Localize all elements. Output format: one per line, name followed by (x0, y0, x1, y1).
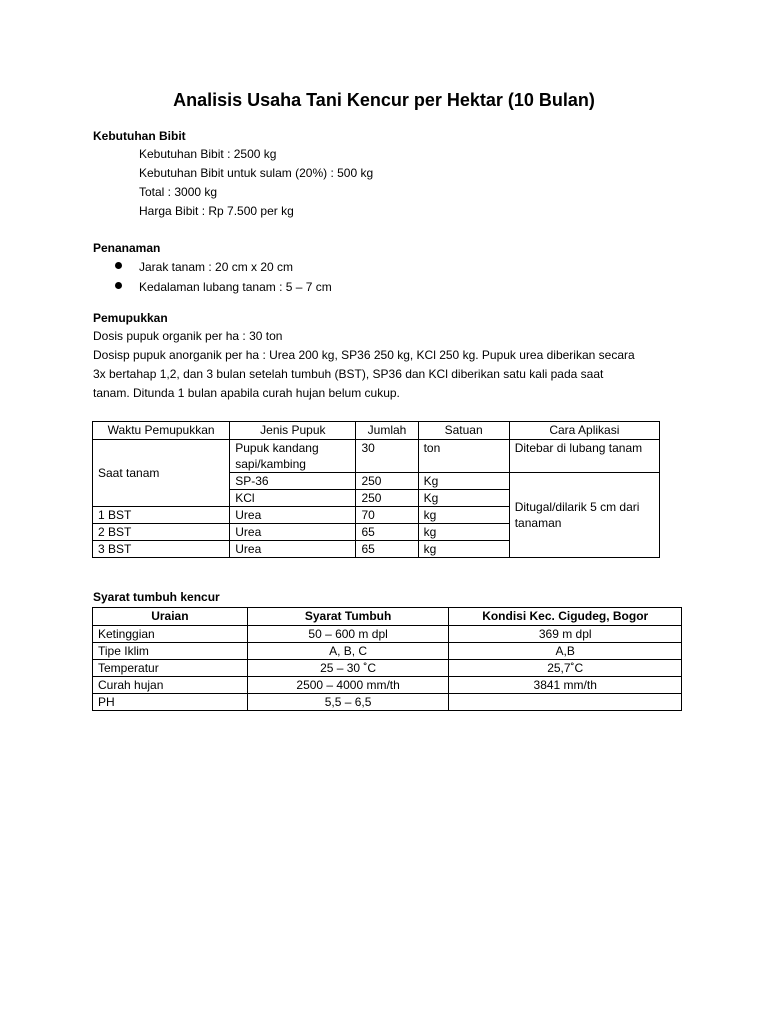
section-heading-syarat: Syarat tumbuh kencur (93, 590, 220, 604)
table-cell: SP-36 (230, 473, 356, 490)
table-cell: Urea (230, 507, 356, 524)
table-cell: 50 – 600 m dpl (247, 626, 449, 643)
fertilizer-table (92, 421, 660, 558)
section-heading-bibit: Kebutuhan Bibit (93, 129, 186, 143)
table-row (93, 660, 682, 677)
table-cell: Urea (230, 524, 356, 541)
growth-requirements-table (92, 607, 682, 711)
bullet-icon (115, 262, 122, 269)
table-cell: Curah hujan (93, 677, 248, 694)
table-cell: Urea (230, 541, 356, 558)
table-row (93, 677, 682, 694)
list-item-text: Jarak tanam : 20 cm x 20 cm (139, 260, 294, 274)
table-cell: Tipe Iklim (93, 643, 248, 660)
column-header: Satuan (418, 422, 509, 440)
table-cell: 30 (356, 440, 418, 473)
table-header-row (93, 608, 682, 626)
column-header: Jenis Pupuk (230, 422, 356, 440)
bibit-line: Harga Bibit : Rp 7.500 per kg (139, 204, 294, 218)
table-cell: 3 BST (93, 541, 230, 558)
table-cell: kg (418, 507, 509, 524)
bibit-line: Total : 3000 kg (139, 185, 218, 199)
table-cell: Kg (418, 473, 509, 490)
table-cell: 2500 – 4000 mm/th (247, 677, 449, 694)
bibit-line: Kebutuhan Bibit untuk sulam (20%) : 500 kg (139, 166, 374, 180)
column-header: Kondisi Kec. Cigudeg, Bogor (449, 608, 682, 626)
list-item-text: Kedalaman lubang tanam : 5 – 7 cm (139, 280, 332, 294)
table-cell: 250 (356, 490, 418, 507)
column-header: Uraian (93, 608, 248, 626)
table-cell (449, 694, 682, 711)
penanaman-list (112, 259, 332, 299)
table-cell: kg (418, 541, 509, 558)
bullet-icon (115, 282, 122, 289)
table-cell: A,B (449, 643, 682, 660)
table-cell: 70 (356, 507, 418, 524)
section-heading-penanaman: Penanaman (93, 241, 161, 255)
table-cell: Ditebar di lubang tanam (509, 440, 659, 473)
table-cell: A, B, C (247, 643, 449, 660)
list-item (112, 259, 332, 279)
pemupukan-paragraph-line: 3x bertahap 1,2, dan 3 bulan setelah tumbuh (BST), SP36 dan KCl diberikan satu kali pada saat (93, 367, 604, 381)
page-title: Analisis Usaha Tani Kencur per Hektar (10 Bulan) (173, 90, 595, 110)
pemupukan-paragraph-line: Dosisp pupuk anorganik per ha : Urea 200 kg, SP36 250 kg, KCl 250 kg. Pupuk urea diberikan secara (93, 348, 635, 362)
table-cell: Ditugal/dilarik 5 cm dari tanaman (509, 473, 659, 558)
table-cell: 25,7˚C (449, 660, 682, 677)
table-cell: Temperatur (93, 660, 248, 677)
pemupukan-organik-line: Dosis pupuk organik per ha : 30 ton (93, 329, 283, 343)
column-header: Syarat Tumbuh (247, 608, 449, 626)
table-cell: KCl (230, 490, 356, 507)
table-cell: Saat tanam (93, 440, 230, 507)
pemupukan-paragraph-line: tanam. Ditunda 1 bulan apabila curah hujan belum cukup. (93, 386, 400, 400)
bibit-line: Kebutuhan Bibit : 2500 kg (139, 147, 277, 161)
table-cell: 1 BST (93, 507, 230, 524)
table-cell: ton (418, 440, 509, 473)
column-header: Jumlah (356, 422, 418, 440)
table-cell: Pupuk kandang sapi/kambing (230, 440, 356, 473)
table-cell: 65 (356, 524, 418, 541)
section-heading-pemupukan: Pemupukkan (93, 311, 168, 325)
table-row (93, 626, 682, 643)
table-cell: 65 (356, 541, 418, 558)
table-cell: 369 m dpl (449, 626, 682, 643)
list-item (112, 279, 332, 299)
table-row (93, 643, 682, 660)
table-cell: 3841 mm/th (449, 677, 682, 694)
table-cell: kg (418, 524, 509, 541)
table-cell: 250 (356, 473, 418, 490)
table-cell: 5,5 – 6,5 (247, 694, 449, 711)
table-header-row (93, 422, 660, 440)
table-cell: 25 – 30 ˚C (247, 660, 449, 677)
table-row (93, 440, 660, 473)
table-cell: Ketinggian (93, 626, 248, 643)
table-cell: 2 BST (93, 524, 230, 541)
column-header: Cara Aplikasi (509, 422, 659, 440)
table-cell: PH (93, 694, 248, 711)
table-row (93, 694, 682, 711)
column-header: Waktu Pemupukkan (93, 422, 230, 440)
table-cell: Kg (418, 490, 509, 507)
